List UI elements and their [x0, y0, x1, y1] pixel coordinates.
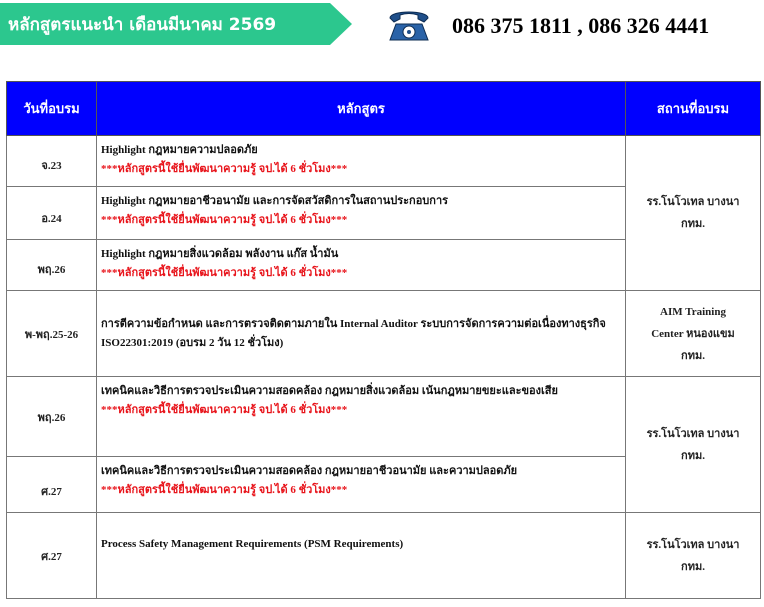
- course-banner: [0, 3, 352, 45]
- course-cell: [97, 187, 626, 240]
- venue-name: รร.โนโวเทล บางนา: [646, 538, 740, 551]
- course-title: Highlight กฎหมายสิ่งแวดล้อม พลังงาน แก๊ส น้ำมัน: [101, 248, 339, 260]
- header-date: วันที่อบรม: [7, 82, 97, 136]
- banner-arrow-tip: [330, 3, 352, 45]
- table-row: [7, 291, 761, 377]
- course-title: Highlight กฎหมายความปลอดภัย: [101, 144, 258, 156]
- venue-name: รร.โนโวเทล บางนา: [646, 427, 740, 440]
- row-date: ศ.27: [7, 457, 97, 513]
- venue-city: กทม.: [681, 449, 705, 462]
- telephone-icon: [384, 4, 434, 44]
- course-title: การตีความข้อกำหนด และการตรวจติดตามภายใน Internal Auditor ระบบการจัดการความต่อเนื่องทางธุรกิจ ISO22301:2019 (อบรม 2 วัน 12 ชั่วโมง): [101, 317, 606, 349]
- course-cell: [97, 240, 626, 291]
- venue-cell: [626, 513, 761, 599]
- course-title: เทคนิคและวิธีการตรวจประเมินความสอดคล้อง กฎหมายอาชีวอนามัย และความปลอดภัย: [101, 465, 518, 477]
- venue-name: AIM Training: [660, 305, 726, 318]
- venue-city: กทม.: [681, 560, 705, 573]
- row-date: จ.23: [7, 136, 97, 187]
- course-credit-note: ***หลักสูตรนี้ใช้ยื่นพัฒนาความรู้ จป.ได้ 6 ชั่วโมง***: [101, 484, 348, 496]
- course-credit-note: ***หลักสูตรนี้ใช้ยื่นพัฒนาความรู้ จป.ได้ 6 ชั่วโมง***: [101, 214, 348, 226]
- header-course: หลักสูตร: [97, 82, 626, 136]
- table-row: [7, 136, 761, 187]
- banner-title: หลักสูตรแนะนำ เดือนมีนาคม 2569: [8, 14, 277, 35]
- row-date: พฤ.26: [7, 240, 97, 291]
- course-title: Highlight กฎหมายอาชีวอนามัย และการจัดสวัสดิการในสถานประกอบการ: [101, 195, 449, 207]
- course-title: Process Safety Management Requirements (PSM Requirements): [101, 538, 404, 550]
- table-header-row: [7, 82, 761, 136]
- venue-cell: [626, 136, 761, 291]
- phone-numbers: 086 375 1811 , 086 326 4441: [452, 13, 710, 38]
- course-cell: [97, 513, 626, 599]
- venue-name-cont: Center หนองแขม: [651, 327, 735, 340]
- header-venue: สถานที่อบรม: [626, 82, 761, 136]
- course-title: เทคนิคและวิธีการตรวจประเมินความสอดคล้อง กฎหมายสิ่งแวดล้อม เน้นกฎหมายขยะและของเสีย: [101, 385, 558, 397]
- table-row: [7, 377, 761, 457]
- course-credit-note: ***หลักสูตรนี้ใช้ยื่นพัฒนาความรู้ จป.ได้ 6 ชั่วโมง***: [101, 404, 348, 416]
- venue-city: กทม.: [681, 218, 705, 230]
- venue-city: กทม.: [681, 349, 705, 362]
- course-credit-note: ***หลักสูตรนี้ใช้ยื่นพัฒนาความรู้ จป.ได้ 6 ชั่วโมง***: [101, 267, 348, 279]
- course-cell: [97, 136, 626, 187]
- row-date: อ.24: [7, 187, 97, 240]
- venue-name: รร.โนโวเทล บางนา: [646, 196, 740, 208]
- course-credit-note: ***หลักสูตรนี้ใช้ยื่นพัฒนาความรู้ จป.ได้ 6 ชั่วโมง***: [101, 163, 348, 175]
- row-date: พฤ.26: [7, 377, 97, 457]
- course-cell: [97, 377, 626, 457]
- venue-cell: [626, 377, 761, 513]
- row-date: ศ.27: [7, 513, 97, 599]
- table-row: [7, 513, 761, 599]
- course-cell: [97, 291, 626, 377]
- venue-cell: [626, 291, 761, 377]
- row-date: พ-พฤ.25-26: [7, 291, 97, 377]
- banner-body: [0, 3, 330, 45]
- course-cell: [97, 457, 626, 513]
- course-schedule-table: [6, 81, 761, 599]
